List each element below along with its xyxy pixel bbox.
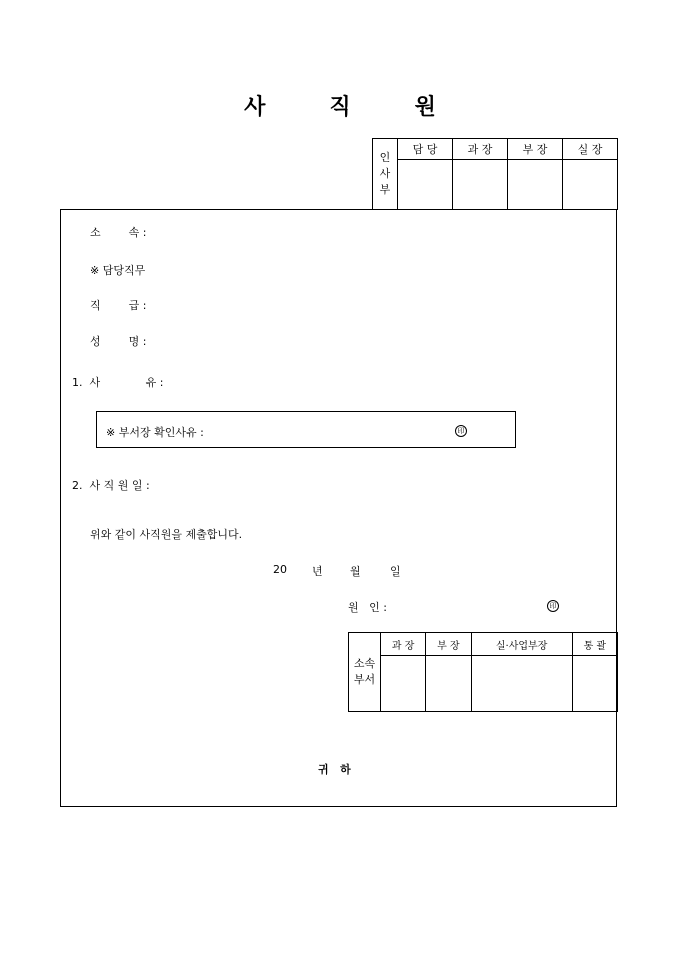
approval-sign-chief[interactable]	[563, 160, 618, 210]
approval-sign-staff[interactable]	[398, 160, 453, 210]
resign-date-field[interactable]: 2. 사 직 원 일 :	[72, 479, 150, 492]
approval-sign-director[interactable]	[508, 160, 563, 210]
approval-header-director: 부 장	[508, 139, 563, 160]
addressee-text: 귀 하	[318, 763, 351, 776]
side-char-1: 인	[379, 151, 391, 164]
confirm-reason-label: ※ 부서장 확인사유 :	[106, 426, 204, 439]
approval-header-manager: 과 장	[453, 139, 508, 160]
dept-header-director: 부 장	[426, 633, 471, 656]
dept-sign-manager[interactable]	[381, 656, 426, 712]
applicant-seal-icon: 印	[547, 600, 559, 612]
dept-side-line-1: 소속	[353, 657, 376, 670]
title-char-1: 사	[244, 94, 266, 120]
approval-header-chief: 실 장	[563, 139, 618, 160]
approval-header-staff: 담 당	[398, 139, 453, 160]
side-char-2: 사	[379, 167, 391, 180]
reason-field[interactable]: 1. 사 유 :	[72, 376, 164, 389]
duty-field[interactable]: ※ 담당직무	[90, 264, 146, 277]
date-year-unit: 년	[312, 565, 323, 578]
hr-approval-side-label	[373, 139, 398, 210]
hr-approval-table	[372, 138, 618, 210]
dept-header-general: 통 괄	[572, 633, 617, 656]
side-char-3: 부	[379, 183, 391, 196]
dept-side-label	[349, 633, 381, 712]
title-char-3: 원	[414, 94, 436, 120]
date-month-unit: 월	[350, 565, 361, 578]
title-char-2: 직	[329, 94, 351, 120]
manager-confirm-box[interactable]	[96, 411, 516, 448]
dept-header-manager: 과 장	[381, 633, 426, 656]
date-day-unit: 일	[390, 565, 401, 578]
rank-field[interactable]: 직 급 :	[90, 299, 147, 312]
statement-text: 위와 같이 사직원을 제출합니다.	[90, 528, 243, 541]
dept-sign-division[interactable]	[471, 656, 572, 712]
applicant-field[interactable]: 원 인 :	[348, 601, 387, 614]
affiliation-field[interactable]: 소 속 :	[90, 226, 147, 239]
confirm-seal-icon: 印	[455, 425, 467, 437]
name-field[interactable]: 성 명 :	[90, 335, 147, 348]
dept-header-division: 실·사업부장	[471, 633, 572, 656]
dept-approval-table	[348, 632, 618, 712]
approval-sign-manager[interactable]	[453, 160, 508, 210]
document-title	[0, 90, 680, 121]
dept-side-line-2: 부서	[353, 673, 376, 686]
dept-sign-general[interactable]	[572, 656, 617, 712]
dept-sign-director[interactable]	[426, 656, 471, 712]
date-year[interactable]: 20	[273, 563, 287, 576]
